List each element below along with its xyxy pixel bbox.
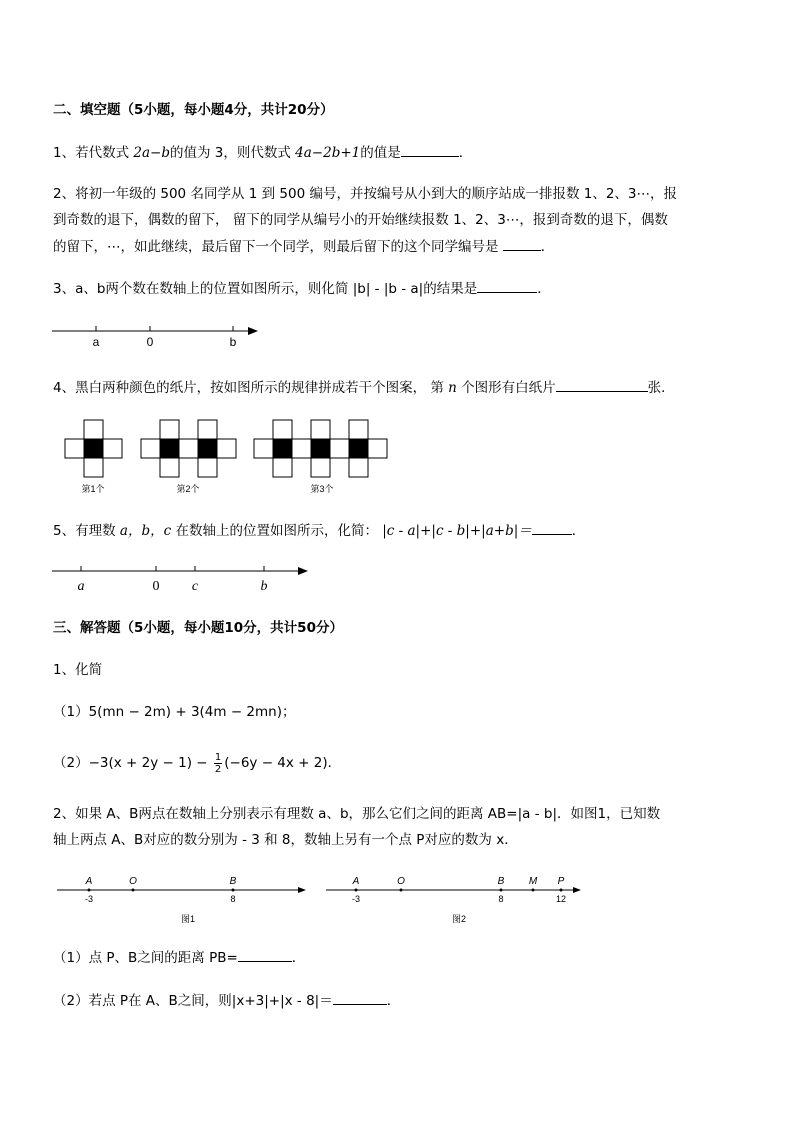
axis-label-a: a: [92, 335, 100, 349]
question-2-2-line-3: 的留下，⋯，如此继续，最后留下一个同学，则最后留下的这个同学编号是 ．: [53, 236, 554, 257]
question-3-2-line-2: 轴上两点 A、B对应的数分别为 - 3 和 8，数轴上另有一个点 P对应的数为 x．: [53, 832, 518, 848]
question-2-5: 5、有理数 a，b，c 在数轴上的位置如图所示，化简： |c - a|+|c - b|+|a+b|＝ ．: [53, 520, 585, 541]
question-3-1-title: 1、化简: [53, 662, 103, 678]
svg-text:P: P: [557, 876, 565, 887]
answer-blank[interactable]: [238, 947, 292, 962]
number-line-figure-1: [55, 870, 313, 928]
axis-label-0: 0: [152, 579, 160, 594]
question-3-2-part-2: （2）若点 P在 A、B之间，则|x+3|+|x - 8|＝ ．: [53, 990, 400, 1011]
figure-caption-1: 第1个: [81, 484, 105, 494]
svg-text:M: M: [528, 876, 538, 887]
figure-caption-3: 第3个: [310, 484, 334, 494]
question-3-2-part-1: （1）点 P、B之间的距离 PB= ．: [53, 947, 305, 968]
answer-blank[interactable]: [503, 236, 541, 251]
question-2-2-line-2: 到奇数的退下，偶数的留下， 留下的同学从编号小的开始继续报数 1、2、3⋯，报到奇数的退下，偶数: [53, 212, 668, 228]
svg-text:A: A: [85, 876, 93, 887]
svg-text:B: B: [229, 876, 237, 887]
question-3-1-part-2: （2）−3(x + 2y − 1) − $\frac{1}{2}$ (−6y − 4x + 2)．: [53, 751, 342, 775]
question-2-3: 3、a、b两个数在数轴上的位置如图所示，则化简 |b| - |b - a|的结果是 ．: [53, 278, 551, 299]
figure-caption-2: 第2个: [176, 484, 200, 494]
section-3-heading: 三、解答题（5小题，每小题10分，共计50分）: [53, 620, 343, 636]
answer-blank[interactable]: [532, 520, 572, 535]
axis-label-b: b: [229, 335, 237, 349]
svg-text:-3: -3: [351, 894, 361, 904]
svg-text:12: 12: [555, 894, 567, 904]
figure-caption-fig2: 图2: [451, 914, 467, 924]
axis-label-0: 0: [146, 335, 154, 349]
answer-blank[interactable]: [477, 278, 537, 293]
svg-text:8: 8: [498, 894, 504, 904]
question-2-1: 1、若代数式 2a−b的值为 3，则代数式 4a−2b+1的值是 ．: [53, 142, 472, 163]
svg-text:B: B: [497, 876, 505, 887]
question-2-4: 4、黑白两种颜色的纸片，按如图所示的规律拼成若干个图案， 第 n 个图形有白纸片 张．: [53, 377, 675, 398]
tile-pattern-figure: [60, 418, 400, 500]
answer-blank[interactable]: [556, 377, 648, 392]
axis-label-a: a: [77, 579, 85, 594]
axis-label-b: b: [260, 579, 268, 594]
fraction-one-half: $\frac{1}{2}$: [214, 751, 222, 775]
axis-label-c: c: [191, 579, 199, 594]
svg-text:O: O: [397, 876, 405, 887]
svg-text:A: A: [352, 876, 360, 887]
number-line-q3: [50, 320, 265, 350]
answer-blank[interactable]: [333, 990, 387, 1005]
number-line-figure-2: [324, 870, 586, 928]
svg-text:8: 8: [230, 894, 236, 904]
svg-text:O: O: [129, 876, 137, 887]
svg-text:-3: -3: [84, 894, 94, 904]
question-3-2-line-1: 2、如果 A、B两点在数轴上分别表示有理数 a、b，那么它们之间的距离 AB=|a - b|．如图1，已知数: [53, 806, 661, 822]
question-2-2-line-1: 2、将初一年级的 500 名同学从 1 到 500 编号，并按编号从小到大的顺序站成一排报数 1、2、3⋯，报: [53, 186, 678, 202]
section-2-heading: 二、填空题（5小题，每小题4分，共计20分）: [53, 102, 334, 118]
figure-caption-fig1: 图1: [180, 914, 196, 924]
answer-blank[interactable]: [401, 142, 459, 157]
question-3-1-part-1: （1）5(mn − 2m) + 3(4m − 2mn)；: [53, 704, 296, 720]
number-line-q5: [50, 562, 315, 596]
